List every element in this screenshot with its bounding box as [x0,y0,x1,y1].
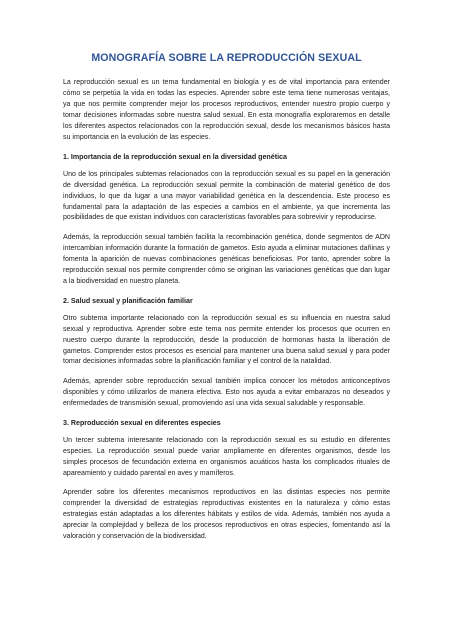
section-1 [63,152,390,287]
section-2 [63,296,390,410]
section-heading: 2. Salud sexual y planificación familiar [63,296,193,305]
section-paragraph: Además, aprender sobre reproducción sexual también implica conocer los métodos anticonceptivos disponibles y cómo utilizarlos de manera efectiva. Esto nos ayuda a evitar embarazos no deseados y enfermedades de transmisión sexual, promoviendo así una vida sexual saludable y responsable. [63,377,390,407]
section-heading: 1. Importancia de la reproducción sexual en la diversidad genética [63,152,287,161]
section-paragraph: Aprender sobre los diferentes mecanismos reproductivos en las distintas especies nos permite comprender la diversidad de estrategias reproductivas existentes en la naturaleza y cómo estas estrategias están adaptadas a los diferentes hábitats y estilos de vida. Además, también nos ayuda a apreciar la complejidad y belleza de los procesos reproductivos en otras especies, fomentando así la valoración y conservación de la biodiversidad. [63,489,390,540]
section-paragraph: Otro subtema importante relacionado con la reproducción sexual es su influencia en nuestra salud sexual y reproductiva. Aprender sobre este tema nos permite entender los procesos que ocurren en nuestro cuerpo durante la reproducción, desde la producción de hormonas hasta la liberación de gametos. Comprender estos procesos es esencial para mantener una buena salud sexual y para poder tomar decisiones informadas sobre la planificación familiar y el control de la natalidad. [63,314,390,366]
document-body [63,52,390,551]
section-paragraph: Un tercer subtema interesante relacionado con la reproducción sexual es su estudio en diferentes especies. La reproducción sexual puede variar ampliamente en diferentes organismos, desde los simples procesos de fecundación externa en organismos acuáticos hasta los complicados rituales de apareamiento y cuidado parental en aves y mamíferos. [63,436,390,477]
section-3 [63,418,390,543]
section-heading: 3. Reproducción sexual en diferentes especies [63,419,221,428]
intro-paragraph: La reproducción sexual es un tema fundamental en biología y es de vital importancia para entender cómo se perpetúa la vida en todas las especies. Aprender sobre este tema tiene numerosas ventajas, ya que nos permite comprender mejor los procesos reproductivos, entender nuestro propio cuerpo y tomar decisiones informadas sobre nuestra salud sexual. En esta monografía exploraremos en detalle los diferentes aspectos relacionados con la reproducción sexual, desde los mecanismos básicos hasta su importancia en la evolución de las especies. [63,79,390,141]
section-paragraph: Uno de los principales subtemas relacionados con la reproducción sexual es su papel en la generación de diversidad genética. La reproducción sexual permite la combinación de material genético de dos individuos, lo que da lugar a una mayor variabilidad genética en la descendencia. Este proceso es fundamental para la adaptación de las especies a cambios en el ambiente, ya que incrementa las posibilidades de que existan individuos con características favorables para sobrevivir y reproducirse. [63,170,390,222]
section-paragraph: Además, la reproducción sexual también facilita la recombinación genética, donde segmentos de ADN intercambian información durante la formación de gametos. Esto ayuda a eliminar mutaciones dañinas y fomenta la aparición de nuevas combinaciones genéticas beneficiosas. Por tanto, aprender sobre la reproducción sexual nos permite comprender cómo se originan las variaciones genéticas que dan lugar a la biodiversidad en nuestro planeta. [63,233,390,285]
document-title: MONOGRAFÍA SOBRE LA REPRODUCCIÓN SEXUAL [91,52,362,64]
